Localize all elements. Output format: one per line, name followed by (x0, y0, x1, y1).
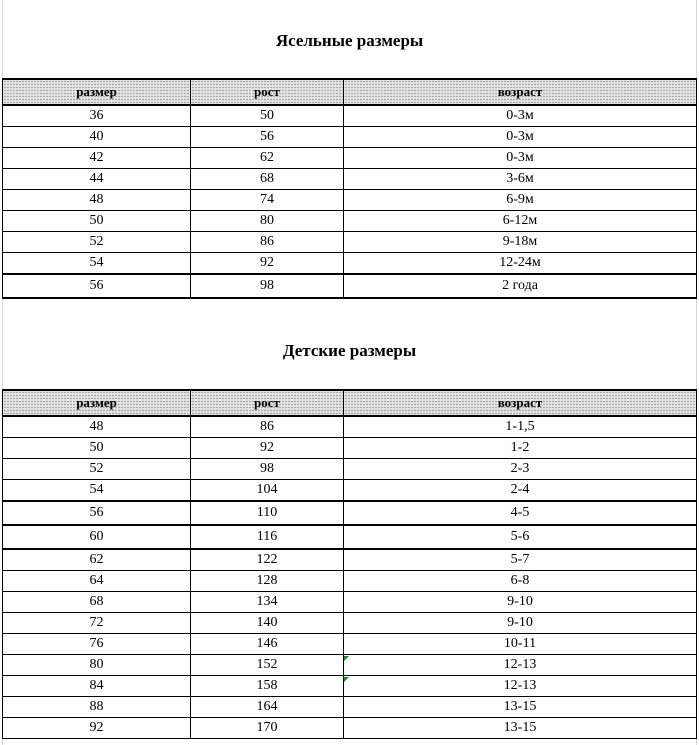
height-cell: 122 (191, 549, 344, 571)
size-cell: 44 (3, 169, 191, 190)
age-cell: 6-8 (344, 571, 697, 592)
height-cell: 92 (191, 253, 344, 275)
age-cell: 0-3м (344, 127, 697, 148)
size-cell: 62 (3, 549, 191, 571)
height-cell: 86 (191, 232, 344, 253)
size-cell: 72 (3, 613, 191, 634)
table-header-row (3, 390, 697, 416)
table-row (3, 274, 697, 298)
size-cell: 52 (3, 232, 191, 253)
size-cell: 40 (3, 127, 191, 148)
size-cell: 50 (3, 211, 191, 232)
size-cell: 88 (3, 697, 191, 718)
age-cell: 9-10 (344, 592, 697, 613)
size-cell: 54 (3, 480, 191, 502)
height-cell: 170 (191, 718, 344, 739)
kids-title: Детские размеры (282, 341, 417, 360)
height-cell: 68 (191, 169, 344, 190)
column-header-age: возраст (344, 390, 697, 416)
table-row (3, 105, 697, 127)
height-cell: 164 (191, 697, 344, 718)
age-cell: 1-2 (344, 438, 697, 459)
table-row (3, 634, 697, 655)
age-cell: 0-3м (344, 105, 697, 127)
size-cell: 56 (3, 274, 191, 298)
table-row (3, 416, 697, 438)
height-cell: 134 (191, 592, 344, 613)
table-row (3, 549, 697, 571)
height-cell: 80 (191, 211, 344, 232)
age-cell: 9-18м (344, 232, 697, 253)
age-cell: 6-12м (344, 211, 697, 232)
table-row (3, 592, 697, 613)
age-cell: 5-6 (344, 525, 697, 549)
age-cell: 2-4 (344, 480, 697, 502)
table-row (3, 127, 697, 148)
size-cell: 60 (3, 525, 191, 549)
age-cell: 13-15 (344, 718, 697, 739)
age-cell: 2-3 (344, 459, 697, 480)
age-cell: 2 года (344, 274, 697, 298)
height-cell: 158 (191, 676, 344, 697)
table-row (3, 676, 697, 697)
table-header-row (3, 79, 697, 105)
column-header-height: рост (191, 390, 344, 416)
table-row (3, 718, 697, 739)
table-row (3, 253, 697, 275)
size-cell: 84 (3, 676, 191, 697)
age-cell: 9-10 (344, 613, 697, 634)
age-cell: 5-7 (344, 549, 697, 571)
size-cell: 76 (3, 634, 191, 655)
table-row (3, 571, 697, 592)
table-row (3, 655, 697, 676)
height-cell: 56 (191, 127, 344, 148)
size-cell: 50 (3, 438, 191, 459)
height-cell: 86 (191, 416, 344, 438)
table-row (3, 190, 697, 211)
age-cell: 1-1,5 (344, 416, 697, 438)
column-header-size: размер (3, 79, 191, 105)
height-cell: 50 (191, 105, 344, 127)
height-cell: 74 (191, 190, 344, 211)
size-cell: 52 (3, 459, 191, 480)
age-cell: 3-6м (344, 169, 697, 190)
age-cell: 12-13 (344, 655, 697, 676)
table-row (3, 438, 697, 459)
height-cell: 98 (191, 274, 344, 298)
kids-size-table (2, 389, 697, 739)
height-cell: 152 (191, 655, 344, 676)
size-cell: 48 (3, 416, 191, 438)
size-cell: 92 (3, 718, 191, 739)
column-header-size: размер (3, 390, 191, 416)
table-row (3, 697, 697, 718)
age-cell: 13-15 (344, 697, 697, 718)
height-cell: 98 (191, 459, 344, 480)
column-header-age: возраст (344, 79, 697, 105)
age-cell: 6-9м (344, 190, 697, 211)
table-row (3, 459, 697, 480)
height-cell: 140 (191, 613, 344, 634)
nursery-title: Ясельные размеры (275, 31, 424, 50)
age-cell: 0-3м (344, 148, 697, 169)
table-row (3, 148, 697, 169)
table-row (3, 169, 697, 190)
size-cell: 36 (3, 105, 191, 127)
size-cell: 80 (3, 655, 191, 676)
table-row (3, 211, 697, 232)
table-row (3, 525, 697, 549)
table-row (3, 501, 697, 525)
size-cell: 48 (3, 190, 191, 211)
height-cell: 110 (191, 501, 344, 525)
height-cell: 104 (191, 480, 344, 502)
column-header-height: рост (191, 79, 344, 105)
size-cell: 68 (3, 592, 191, 613)
cell-comment-marker (344, 656, 349, 661)
height-cell: 116 (191, 525, 344, 549)
size-cell: 42 (3, 148, 191, 169)
height-cell: 146 (191, 634, 344, 655)
age-cell: 12-13 (344, 676, 697, 697)
table-row (3, 480, 697, 502)
age-cell: 4-5 (344, 501, 697, 525)
size-cell: 56 (3, 501, 191, 525)
height-cell: 128 (191, 571, 344, 592)
age-cell: 10-11 (344, 634, 697, 655)
size-cell: 64 (3, 571, 191, 592)
nursery-size-table (2, 78, 697, 299)
age-cell: 12-24м (344, 253, 697, 275)
height-cell: 92 (191, 438, 344, 459)
height-cell: 62 (191, 148, 344, 169)
table-row (3, 613, 697, 634)
table-row (3, 232, 697, 253)
size-cell: 54 (3, 253, 191, 275)
cell-comment-marker (344, 677, 349, 682)
